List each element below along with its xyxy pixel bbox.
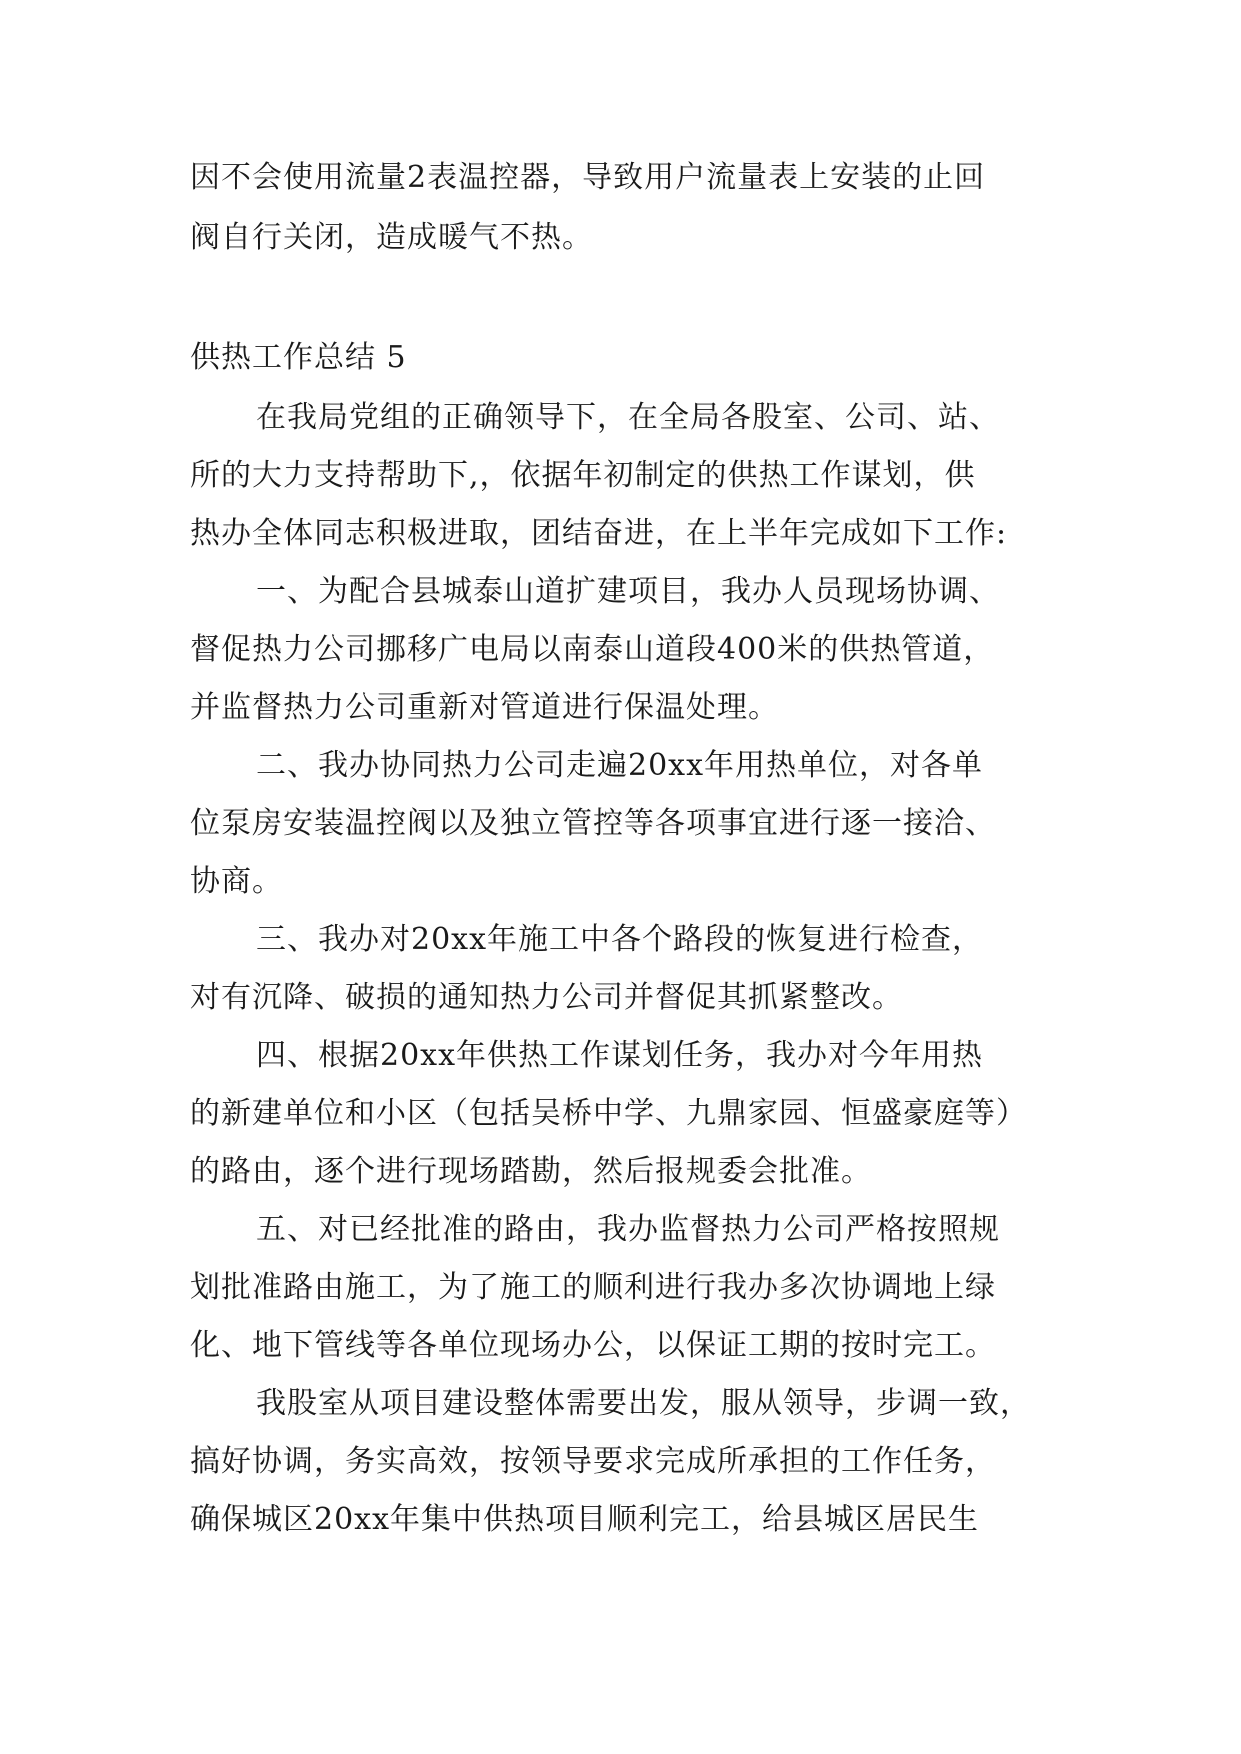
body-text-line: 二、我办协同热力公司走遍20xx年用热单位，对各单 bbox=[256, 748, 984, 783]
body-text-line: 因不会使用流量2表温控器，导致用户流量表上安装的止回 bbox=[190, 160, 986, 195]
body-text-line: 热办全体同志积极进取，团结奋进，在上半年完成如下工作: bbox=[190, 516, 1008, 551]
body-text-line: 的路由，逐个进行现场踏勘，然后报规委会批准。 bbox=[190, 1154, 872, 1189]
body-text-line: 我股室从项目建设整体需要出发，服从领导，步调一致， bbox=[256, 1386, 1031, 1421]
body-text-line: 化、地下管线等各单位现场办公，以保证工期的按时完工。 bbox=[190, 1328, 996, 1363]
body-text-line: 划批准路由施工，为了施工的顺利进行我办多次协调地上绿 bbox=[190, 1270, 996, 1305]
body-text-line: 确保城区20xx年集中供热项目顺利完工，给县城区居民生 bbox=[190, 1502, 980, 1537]
body-text-line: 督促热力公司挪移广电局以南泰山道段400米的供热管道， bbox=[190, 632, 995, 667]
body-text-line: 三、我办对20xx年施工中各个路段的恢复进行检查， bbox=[256, 922, 984, 957]
body-text-line: 的新建单位和小区（包括吴桥中学、九鼎家园、恒盛豪庭等） bbox=[190, 1096, 1027, 1131]
body-text-line: 并监督热力公司重新对管道进行保温处理。 bbox=[190, 690, 779, 725]
body-text-line: 四、根据20xx年供热工作谋划任务，我办对今年用热 bbox=[256, 1038, 984, 1073]
section-heading: 供热工作总结 5 bbox=[190, 340, 407, 375]
body-text-line: 五、对已经批准的路由，我办监督热力公司严格按照规 bbox=[256, 1212, 1000, 1247]
body-text-line: 位泵房安装温控阀以及独立管控等各项事宜进行逐一接洽、 bbox=[190, 806, 996, 841]
body-text-line: 所的大力支持帮助下,，依据年初制定的供热工作谋划，供 bbox=[190, 458, 976, 493]
body-text-line: 协商。 bbox=[190, 864, 283, 899]
body-text-line: 对有沉降、破损的通知热力公司并督促其抓紧整改。 bbox=[190, 980, 903, 1015]
body-text-line: 阀自行关闭，造成暖气不热。 bbox=[190, 220, 593, 255]
body-text-line: 一、为配合县城泰山道扩建项目，我办人员现场协调、 bbox=[256, 574, 1000, 609]
body-text-line: 在我局党组的正确领导下，在全局各股室、公司、站、 bbox=[256, 400, 1000, 435]
body-text-line: 搞好协调，务实高效，按领导要求完成所承担的工作任务， bbox=[190, 1444, 996, 1479]
